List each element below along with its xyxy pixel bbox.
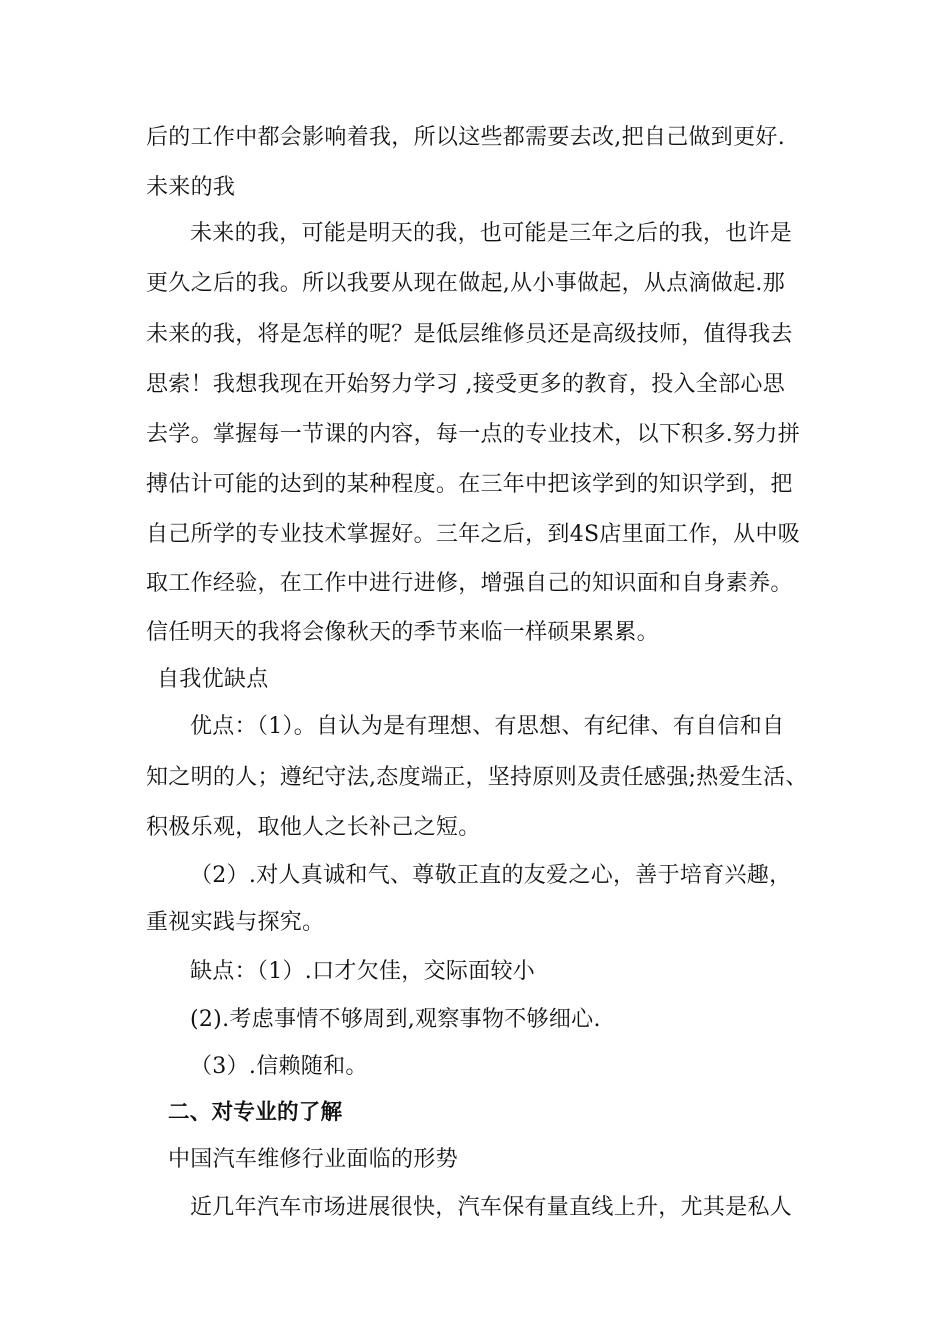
subsection-heading: 中国汽车维修行业面临的形势 <box>168 1147 458 1172</box>
text-line: 重视实践与探究。 <box>146 910 325 935</box>
text-line: (2).考虑事情不够周到,观察事物不够细心. <box>190 1007 601 1032</box>
section-heading-major: 二、对专业的了解 <box>168 1100 343 1125</box>
section-heading-future-self: 未来的我 <box>146 175 236 200</box>
text-line: 自己所学的专业技术掌握好。三年之后，到4S店里面工作，从中吸 <box>146 522 801 547</box>
text-line: 取工作经验，在工作中进行进修，增强自己的知识面和自身素养。 <box>146 571 793 596</box>
text-line: 信任明天的我将会像秋天的季节来临一样硕果累累。 <box>146 620 659 645</box>
text-line: 未来的我，可能是明天的我，也可能是三年之后的我，也许是 <box>190 221 793 246</box>
text-line: 思索！我想我现在开始努力学习 ,接受更多的教育，投入全部心思 <box>146 372 785 397</box>
text-line: 后的工作中都会影响着我，所以这些都需要去改,把自己做到更好. <box>146 125 785 150</box>
section-heading-strengths-weaknesses: 自我优缺点 <box>157 667 269 692</box>
text-line: 去学。掌握每一节课的内容，每一点的专业技术，以下积多.努力拼 <box>146 422 800 447</box>
text-line: （2）.对人真诚和气、尊敬正直的友爱之心，善于培育兴趣， <box>190 863 792 888</box>
text-line: （3）.信赖随和。 <box>190 1054 368 1079</box>
text-line: 知之明的人；遵纪守法,态度端正，坚持原则及责任感强;热爱生活、 <box>146 765 808 790</box>
text-line: 优点：（1）。自认为是有理想、有思想、有纪律、有自信和自 <box>190 714 785 739</box>
text-line: 未来的我，将是怎样的呢？是低层维修员还是高级技师，值得我去 <box>146 322 793 347</box>
text-line: 更久之后的我。所以我要从现在做起,从小事做起，从点滴做起.那 <box>146 271 785 296</box>
text-line: 缺点：（1）.口才欠佳，交际面较小 <box>190 959 536 984</box>
text-line: 搏估计可能的达到的某种程度。在三年中把该学到的知识学到，把 <box>146 472 793 497</box>
text-line: 积极乐观，取他人之长补己之短。 <box>146 815 481 840</box>
text-line: 近几年汽车市场进展很快，汽车保有量直线上升，尤其是私人 <box>190 1195 793 1220</box>
